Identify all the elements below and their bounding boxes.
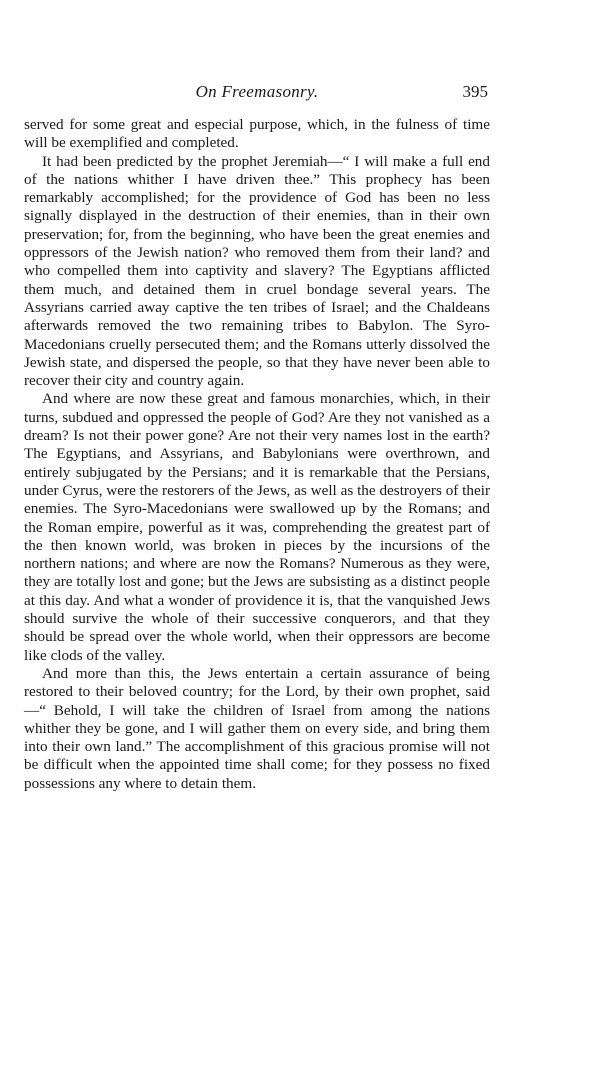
running-title: On Freemasonry.: [195, 82, 319, 101]
paragraph-monarchies: And where are now these great and famous monarchies, which, in their turns, subdued and oppressed the people of God? Are they not vanished as a dream? Is not their power gone? Are not their very names lost in the earth? The Egyptians, and Assyrians, and Babylonians were overthrown, and entirely subjugated by the Persians; and it is remarkable that the Persians, under Cyrus, were the restorers of the Jews, as well as the destroyers of their enemies. The Syro-Macedonians were swallowed up by the Romans; and the Roman empire, powerful as it was, comprehending the greatest part of the then known world, was broken in pieces by the incursions of the northern nations; and where are now the Romans? Numerous as they were, they are totally lost and gone; but the Jews are subsisting as a distinct people at this day. And what a wonder of providence it is, that the vanquished Jews should survive the whole of their successive conquerors, and that they should be spread over the whole world, when their oppressors are become like clods of the valley.: [24, 390, 490, 664]
paragraph-continuation: served for some great and especial purpose, which, in the fulness of time will be exemplified and completed.: [24, 116, 490, 152]
page-number: 395: [462, 82, 488, 101]
body-text: [24, 116, 490, 793]
paragraph-prophecy: It had been predicted by the prophet Jeremiah—“ I will make a full end of the nations whither I have driven thee.” This prophecy has been remarkably accomplished; for the providence of God has been no less signally displayed in the destruction of their enemies, than in their own preservation; for, from the beginning, who have been the great enemies and oppressors of the Jewish nation? who removed them from their land? and who compelled them into captivity and slavery? The Egyptians afflicted them much, and detained them in cruel bondage several years. The Assyrians carried away captive the ten tribes of Israel; and the Chaldeans afterwards removed the two remaining tribes to Babylon. The Syro-Macedonians cruelly persecuted them; and the Romans utterly dissolved the Jewish state, and dispersed the people, so that they have never been able to recover their city and country again.: [24, 152, 490, 390]
book-page: [24, 82, 490, 793]
page-header: [24, 82, 490, 102]
paragraph-restoration: And more than this, the Jews entertain a certain assurance of being restored to their beloved country; for the Lord, by their own prophet, said—“ Behold, I will take the children of Israel from among the nations whither they be gone, and I will gather them on every side, and bring them into their own land.” The accomplishment of this gracious promise will not be difficult when the appointed time shall come; for they possess no fixed possessions any where to detain them.: [24, 664, 490, 792]
